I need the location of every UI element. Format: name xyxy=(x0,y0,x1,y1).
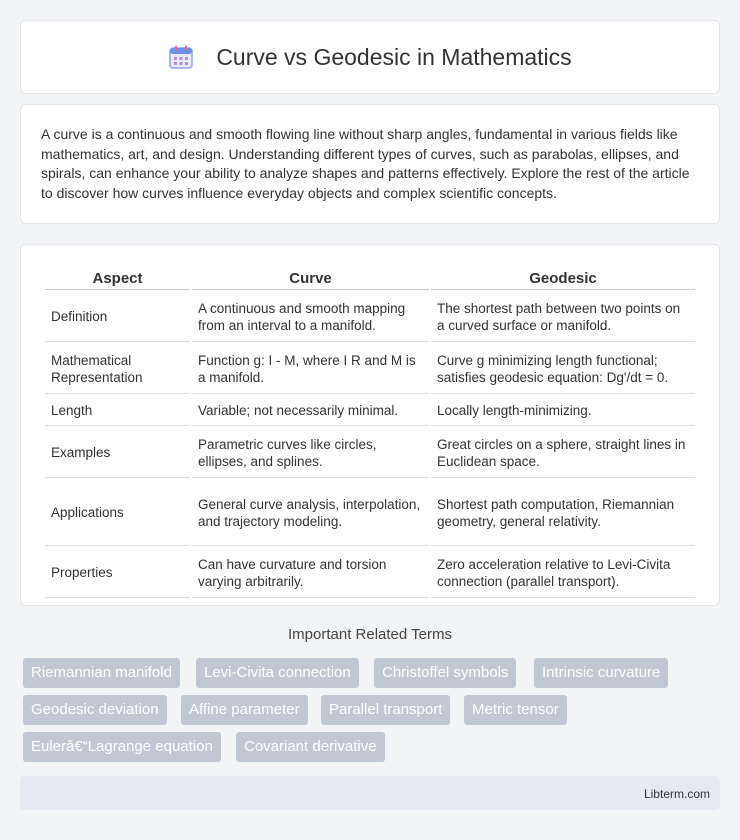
header-curve: Curve xyxy=(192,267,429,290)
cell-aspect: Properties xyxy=(45,548,190,598)
related-term-tag[interactable]: Christoffel symbols xyxy=(374,658,516,688)
table-row xyxy=(45,396,695,426)
table-row xyxy=(45,428,695,478)
page-title: Curve vs Geodesic in Mathematics xyxy=(216,43,572,70)
cell-geodesic: Locally length-minimizing. xyxy=(431,396,695,426)
related-term-tag[interactable]: Riemannian manifold xyxy=(23,658,180,688)
comparison-table-card xyxy=(20,244,720,606)
related-term-tag[interactable]: Affine parameter xyxy=(181,695,308,725)
table-row xyxy=(45,480,695,546)
cell-aspect: Examples xyxy=(45,428,190,478)
cell-geodesic: Zero acceleration relative to Levi-Civita connection (parallel transport). xyxy=(431,548,695,598)
cell-curve: Parametric curves like circles, ellipses, and splines. xyxy=(192,428,429,478)
cell-curve: Can have curvature and torsion varying arbitrarily. xyxy=(192,548,429,598)
related-term-tag[interactable]: Eulerâ€“Lagrange equation xyxy=(23,732,221,762)
footer xyxy=(20,776,720,810)
intro-card xyxy=(20,104,720,224)
cell-curve: General curve analysis, interpolation, and trajectory modeling. xyxy=(192,480,429,546)
cell-geodesic: Shortest path computation, Riemannian geometry, general relativity. xyxy=(431,480,695,546)
table-row xyxy=(45,548,695,598)
cell-aspect: Length xyxy=(45,396,190,426)
cell-curve: A continuous and smooth mapping from an interval to a manifold. xyxy=(192,292,429,342)
comparison-table xyxy=(43,265,697,600)
table-header-row xyxy=(45,267,695,290)
cell-geodesic: The shortest path between two points on a curved surface or manifold. xyxy=(431,292,695,342)
intro-text: A curve is a continuous and smooth flowing line without sharp angles, fundamental in various fields like mathematics, art, and design. Understanding different types of curves, such as parabolas, ellipses, and spirals, can enhance your ability to analyze shapes and patterns effectively. Explore the rest of the article to discover how curves influence everyday objects and complex scientific concepts. xyxy=(41,126,690,201)
related-term-tag[interactable]: Covariant derivative xyxy=(236,732,385,762)
header-aspect: Aspect xyxy=(45,267,190,290)
related-terms-title: Important Related Terms xyxy=(288,626,452,643)
cell-aspect: Mathematical Representation xyxy=(45,344,190,394)
table-row xyxy=(45,292,695,342)
cell-geodesic: Great circles on a sphere, straight lines in Euclidean space. xyxy=(431,428,695,478)
calendar-icon xyxy=(168,44,194,70)
related-term-tag[interactable]: Parallel transport xyxy=(321,695,450,725)
footer-site-link[interactable]: Libterm.com xyxy=(643,787,710,801)
header-card xyxy=(20,20,720,94)
cell-aspect: Applications xyxy=(45,480,190,546)
cell-curve: Function g: I - M, where I R and M is a manifold. xyxy=(192,344,429,394)
table-row xyxy=(45,344,695,394)
header-geodesic: Geodesic xyxy=(431,267,695,290)
related-term-tag[interactable]: Levi-Civita connection xyxy=(196,658,359,688)
related-term-tag[interactable]: Metric tensor xyxy=(464,695,567,725)
cell-curve: Variable; not necessarily minimal. xyxy=(192,396,429,426)
cell-aspect: Definition xyxy=(45,292,190,342)
cell-geodesic: Curve g minimizing length functional; satisfies geodesic equation: Dg'/dt = 0. xyxy=(431,344,695,394)
related-term-tag[interactable]: Intrinsic curvature xyxy=(534,658,668,688)
related-term-tag[interactable]: Geodesic deviation xyxy=(23,695,167,725)
